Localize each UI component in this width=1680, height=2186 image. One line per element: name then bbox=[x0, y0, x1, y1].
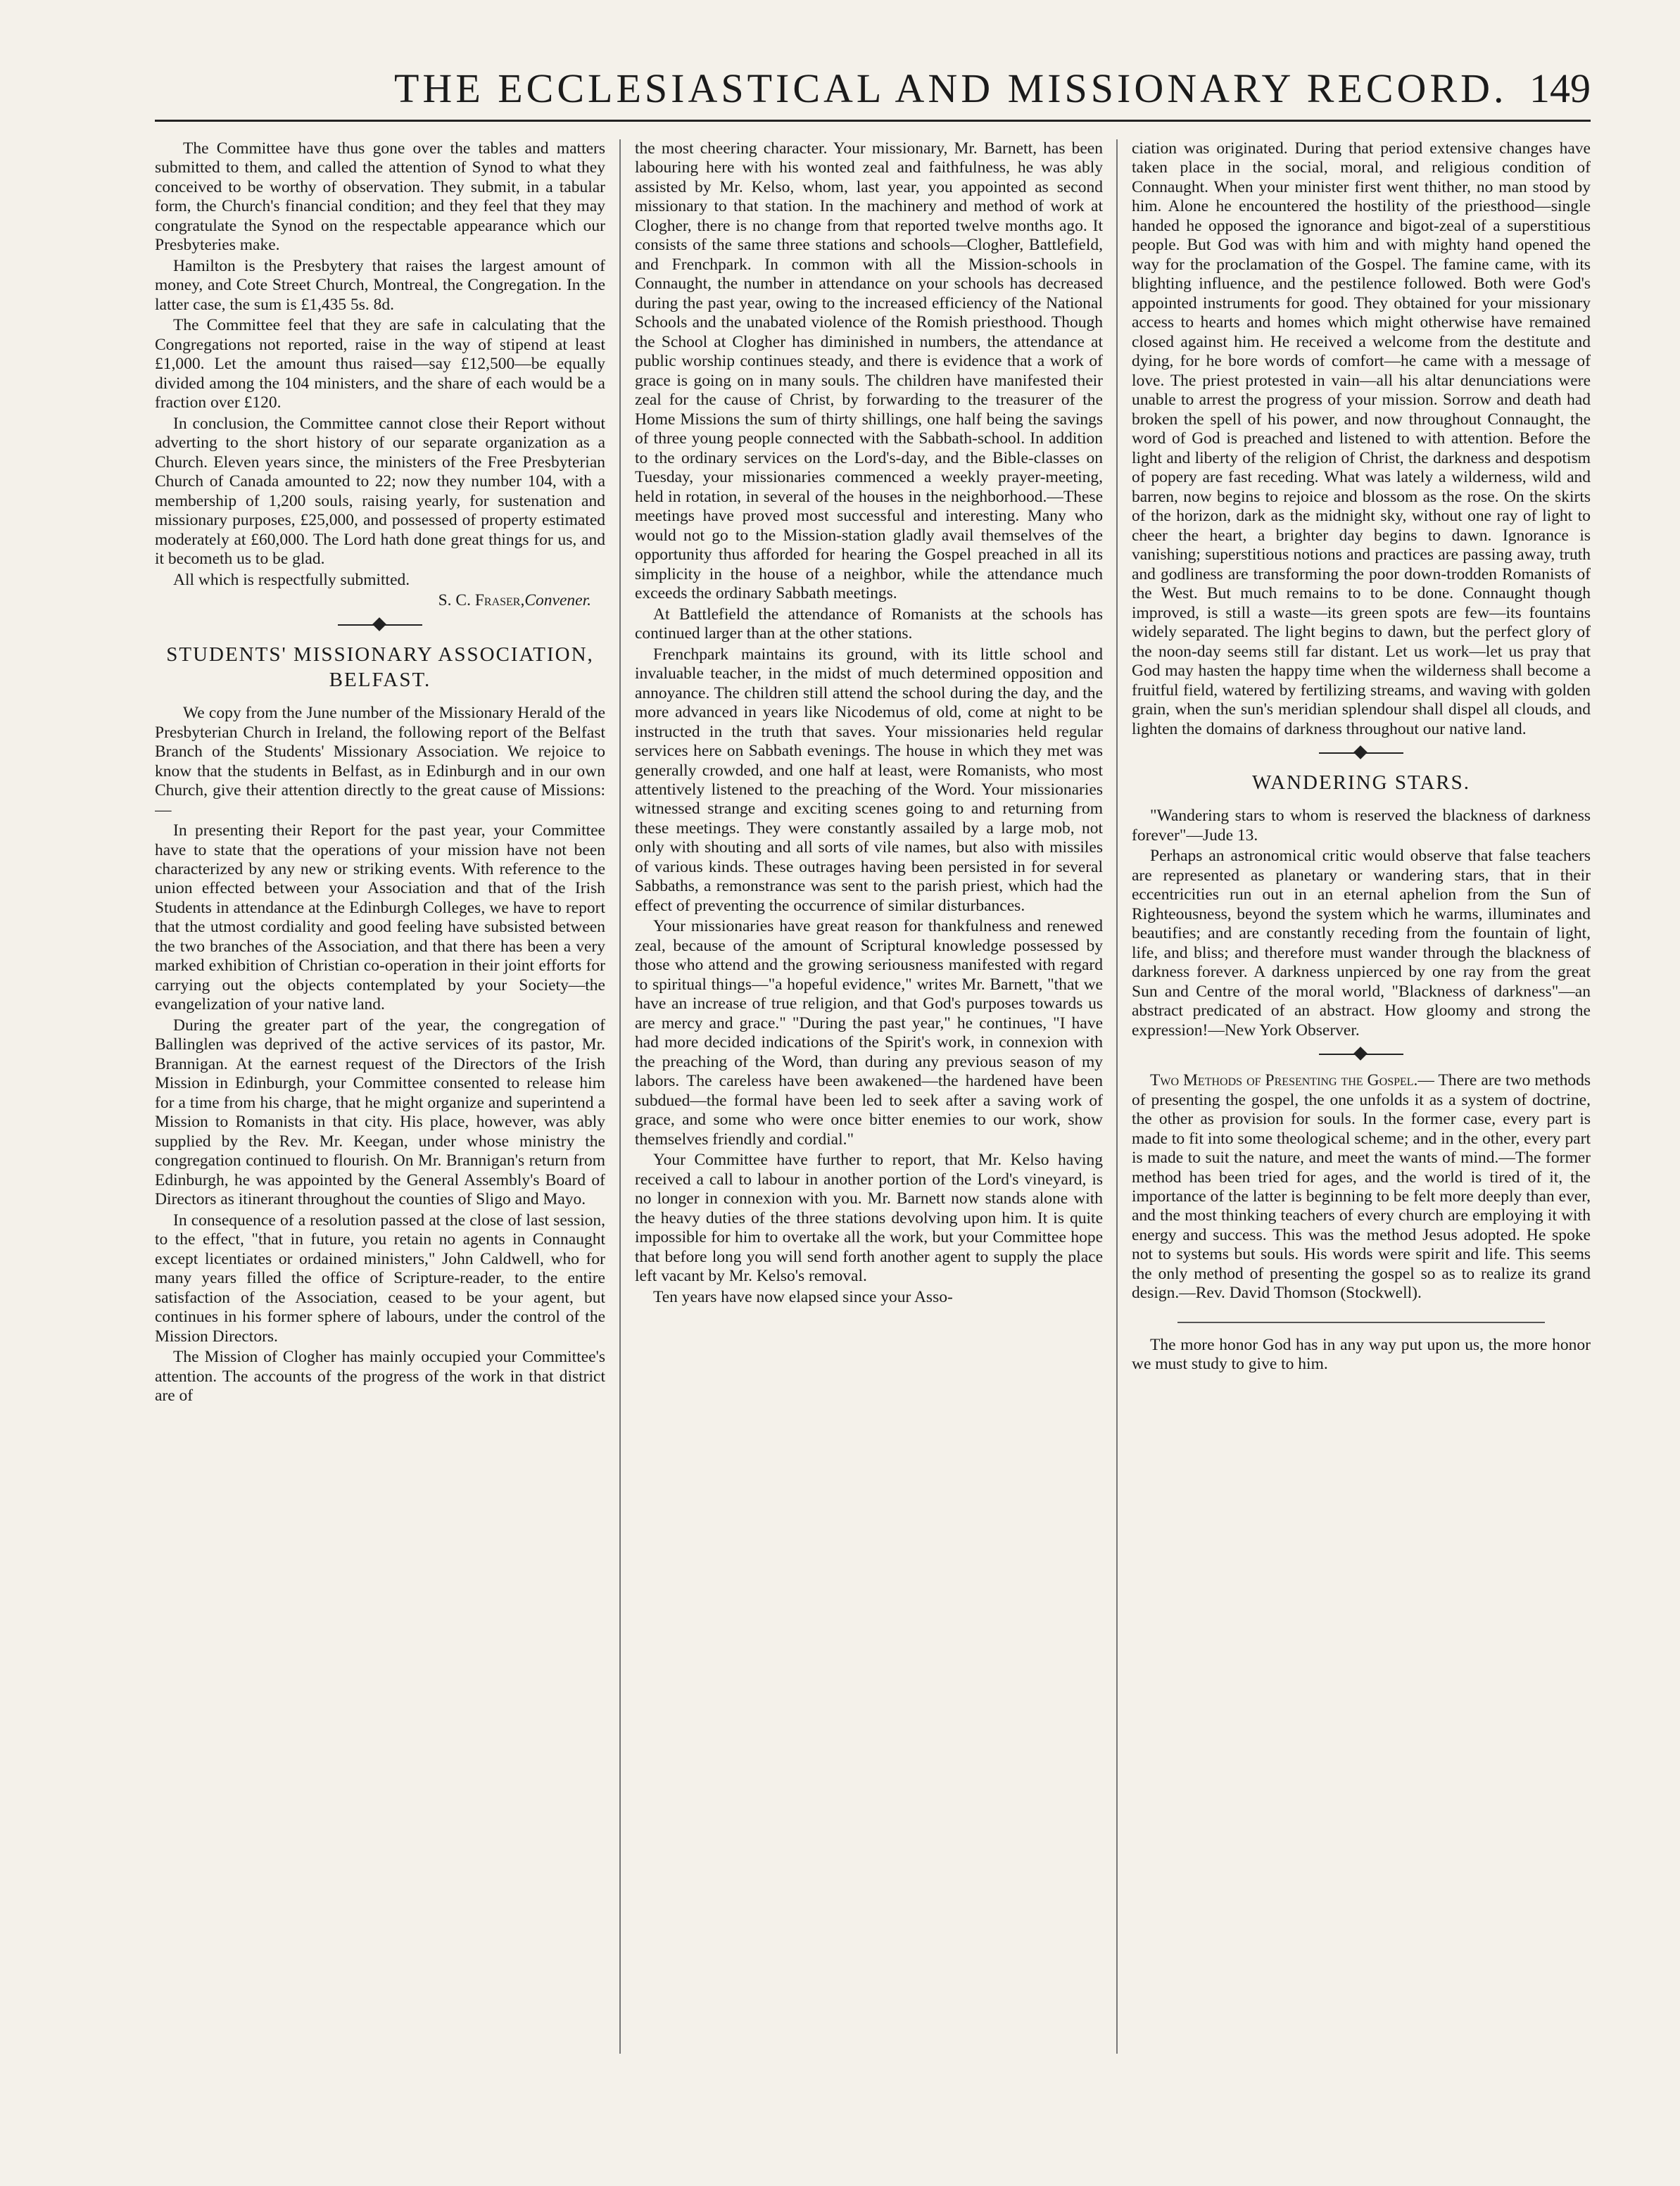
signature-role: Convener. bbox=[524, 591, 591, 610]
paragraph-body: There are two methods of presenting the gospel, the one unfolds it as a system of doctrine, the other as provision for souls. In the former case, every part is made to fit into some theological scheme; and in the other, every part is made to suit the nature, and meet the wants of mind.—The former method has been tried for ages, and the world is tired of it, the importance of the latter is beginning to be felt more deeply than ever, and the most thinking teachers of every church are employing it with energy and success. This was the method Jesus adopted. He spoke not to systems but souls. His words were spirit and life. This seems the only method of presenting the gospel so as to realize its grand design.—Rev. David Thomson (Stockwell). bbox=[1132, 1071, 1591, 1303]
section-ornament bbox=[1319, 1047, 1403, 1061]
paragraph: We copy from the June number of the Missionary Herald of the Presbyterian Church in Ireland, the following report of the Belfast Branch of the Students' Missionary Association. We rejoice to know that the students in Belfast, as in Edinburgh and in our own Church, give their attention directly to the great cause of Missions:— bbox=[155, 704, 605, 819]
section-ornament bbox=[1319, 746, 1403, 760]
paragraph: Your missionaries have great reason for thankfulness and renewed zeal, because of the amount of Scriptural knowledge possessed by those who attend and the growing seriousness manifested with regard to spiritual things—"a hopeful evidence," writes Mr. Barnett, "that we have an increase of true religion, and that God's purposes towards us are mercy and grace." "During the past year," he continues, "I have had more decided indications of the Spirit's work, in connexion with the preaching of the Word, than during any previous season of my labors. The careless have been awakened—the hardened have been subdued—the formal have been led to seek after a saving work of grace, and some who were once bitter enemies to our work, show themselves friendly and cordial." bbox=[635, 917, 1103, 1149]
column-right bbox=[1132, 139, 1591, 2166]
page-header bbox=[155, 65, 1591, 114]
paragraph-lead: Two Methods of Presenting the Gospel.— bbox=[1150, 1071, 1434, 1090]
paragraph: In conclusion, the Committee cannot close their Report without adverting to the short history of our separate organization as a Church. Eleven years since, the ministers of the Free Presbyterian Church of Canada amounted to 22; now they number 104, with a membership of 1,200 souls, raising yearly, for sustenation and missionary purposes, £25,000, and possessed of property estimated moderately at £60,000. The Lord hath done great things for us, and it becometh us to be glad. bbox=[155, 414, 605, 569]
page-number: 149 bbox=[1529, 65, 1591, 111]
article-heading: WANDERING STARS. bbox=[1251, 771, 1471, 795]
paragraph: At Battlefield the attendance of Romanists at the schools has continued larger than at the other stations. bbox=[635, 605, 1103, 643]
paragraph: Perhaps an astronomical critic would observe that false teachers are represented as planetary or wandering stars, that in their eccentricities run out in an eternal aphelion from the Sun of Righteousness, beyond the system which he warms, illuminates and beautifies; and are constantly receding from the fountain of light, life, and bliss; and therefore must wander through the blackness of darkness forever. A darkness unpierced by one ray from the great Sun and Centre of the moral world, "Blackness of darkness"—an abstract predicated of an abstract. How gloomy and strong the expression!—New York Observer. bbox=[1132, 847, 1591, 1040]
paragraph: Ten years have now elapsed since your Asso- bbox=[653, 1287, 953, 1306]
paragraph: The more honor God has in any way put upon us, the more honor we must study to give to him. bbox=[1132, 1335, 1591, 1374]
paragraph: Hamilton is the Presbytery that raises the largest amount of money, and Cote Street Church, Montreal, the Congregation. In the latter case, the sum is £1,435 5s. 8d. bbox=[155, 256, 605, 314]
paragraph bbox=[1132, 1071, 1591, 1303]
paragraph: ciation was originated. During that period extensive changes have taken place in the social, moral, and religious condition of Connaught. When your minister first went thither, no man stood by him. Alone he encountered the hostility of the priesthood—single handed he opposed the ignorance and bigot-zeal of a superstitious people. But God was with him and with mighty hand opened the way for the proclamation of the Gospel. The famine came, with its blighting influence, and the pestilence followed. Both were God's appointed instruments for good. They obtained for your missionary access to hearts and homes which might otherwise have remained closed against him. He received a welcome from the destitute and dying, for he bore words of comfort—he came with a message of love. The priest protested in vain—all his altar denunciations were unable to arrest the progress of your mission. Sorrow and death had broken the spell of his power, and now throughout Connaught, the word of God is preached and listened to with attention. Before the light and liberty of the religion of Christ, the darkness and despotism of popery are fast receding. What was lately a wilderness, wild and barren, now begins to rejoice and blossom as the rose. On the skirts of the horizon, dark as the midnight sky, without one ray of light to cheer the heart, a brighter day begins to dawn. Ignorance is vanishing; superstitious notions and practices are passing away, truth and godliness are transforming the poor down-trodden Romanists of the West. But much remains to to be done. Connaught though improved, is still a waste—its green spots are few—its fountains widely separated. The light begins to dawn, but the perfect glory of the noon-day seems still far distant. Let us work—let us pray that God may hasten the happy time when the wilderness shall become a fruitful field, watered by fertilizing streams, and waving with golden grain, when the sun's meridian splendour shall dispel all clouds, and lighten the domains of darkness throughout our native land. bbox=[1132, 139, 1591, 738]
running-title: THE ECCLESIASTICAL AND MISSIONARY RECORD. bbox=[394, 65, 1508, 111]
header-rule bbox=[155, 120, 1591, 122]
paragraph: The Committee have thus gone over the tables and matters submitted to them, and called the attention of Synod to what they conceived to be worthy of observation. They submit, in a tabular form, the Church's financial condition; and they feel that they may congratulate the Synod on the respectable appearance which our Presbyteries make. bbox=[155, 139, 605, 255]
signature bbox=[155, 591, 605, 610]
paragraph: In presenting their Report for the past year, your Committee have to state that the operations of your mission have not been characterized by any new or striking events. With reference to the union effected between your Association and that of the Irish Students in attendance at the Edinburgh Colleges, we have to report that the utmost cordiality and good feeling have subsisted between the two branches of the Association, and that there has been a very marked exhibition of Christian co-operation in their joint efforts for carrying out the objects contemplated by your Society—the evangelization of your native land. bbox=[155, 821, 605, 1014]
article-heading: STUDENTS' MISSIONARY ASSOCIATION, BELFAST. bbox=[166, 643, 594, 691]
signature-name: S. C. Fraser, bbox=[438, 591, 525, 610]
paragraph: During the greater part of the year, the congregation of Ballinglen was deprived of the active services of its pastor, Mr. Brannigan. At the earnest request of the Directors of the Irish Mission in Edinburgh, your Committee consented to release him for a time from his charge, that he might organize and superintend a Mission to Romanists in that city. His place, however, was ably supplied by the Rev. Mr. Keegan, under whose ministry the congregation continued to flourish. On Mr. Brannigan's return from Edinburgh, he was appointed by the General Assembly's Board of Directors as itinerant throughout the counties of Sligo and Mayo. bbox=[155, 1016, 605, 1209]
column-divider bbox=[1116, 139, 1118, 2054]
column-middle bbox=[635, 139, 1103, 2166]
paragraph: Your Committee have further to report, that Mr. Kelso having received a call to labour in another portion of the Lord's vineyard, is no longer in connexion with you. Mr. Barnett now stands alone with the heavy duties of the three stations devolving upon him. It is quite impossible for him to overtake all the work, but your Committee hope that before long you will send forth another agent to supply the place left vacant by Mr. Kelso's removal. bbox=[635, 1151, 1103, 1286]
column-left bbox=[155, 139, 605, 2166]
section-ornament bbox=[338, 618, 422, 632]
paragraph: All which is respectfully submitted. bbox=[173, 570, 410, 589]
epigraph-quote: "Wandering stars to whom is reserved the blackness of darkness forever"—Jude 13. bbox=[1132, 807, 1591, 845]
section-rule bbox=[1177, 1322, 1545, 1323]
paragraph: Frenchpark maintains its ground, with its little school and invaluable teacher, in the midst of much determined opposition and annoyance. The children still attend the school during the day, and the more advanced in years like Nicodemus of old, come at night to be instructed in the truth that saves. Your missionaries held regular services here on Sabbath evenings. The house in which they met was generally crowded, and one half at least, were Romanists, who most attentively listened to the preaching of the Word. Your missionaries witnessed strange and exciting scenes going to and returning from these meetings. They were constantly assailed by a large mob, not only with shouting and all sorts of vile names, but also with missiles of various kinds. These outrages having been persisted in for several Sabbaths, a remonstrance was sent to the parish priest, which had the effect of preventing the occurrence of similar disturbances. bbox=[635, 645, 1103, 915]
paragraph: In consequence of a resolution passed at the close of last session, to the effect, "that in future, you retain no agents in Connaught except licentiates or ordained ministers," John Caldwell, who for many years filled the office of Scripture-reader, to the entire satisfaction of the Association, ceased to be your agent, but continues in his former sphere of labours, under the control of the Mission Directors. bbox=[155, 1211, 605, 1346]
paragraph: the most cheering character. Your missionary, Mr. Barnett, has been labouring here with his wonted zeal and faithfulness, he was ably assisted by Mr. Kelso, whom, last year, you appointed as second missionary to that station. In the machinery and method of work at Clogher, there is no change from that reported twelve months ago. It consists of the same three stations and schools—Clogher, Battlefield, and Frenchpark. In common with all the Mission-schools in Connaught, the number in attendance on your schools has decreased during the past year, owing to the increased efficiency of the National Schools and the unabated violence of the Romish priesthood. Though the School at Clogher has diminished in numbers, the attendance at public worship continues steady, and there is evidence that a work of grace is going on in many souls. The children have manifested their zeal for the cause of Christ, by forwarding to the treasurer of the Home Missions the sum of thirty shillings, one half being the savings of three young people connected with the Sabbath-school. In addition to the ordinary services on the Lord's-day, and the Bible-classes on Tuesday, your missionaries commenced a weekly prayer-meeting, held in rotation, in several of the houses in the neighborhood.—These meetings have proved most successful and interesting. Many who would not go to the Mission-station gladly avail themselves of the opportunity thus afforded for hearing the Gospel preached in all its simplicity in the house of a neighbor, while the attendance much exceeds the ordinary Sabbath meetings. bbox=[635, 139, 1103, 603]
paragraph: The Committee feel that they are safe in calculating that the Congregations not reported, raise in the way of stipend at least £1,000. Let the amount thus raised—say £12,500—be equally divided among the 104 ministers, and the share of each would be a fraction over £120. bbox=[155, 316, 605, 412]
column-divider bbox=[619, 139, 621, 2054]
paragraph: The Mission of Clogher has mainly occupied your Committee's attention. The accounts of the progress of the work in that district are of bbox=[155, 1348, 605, 1405]
